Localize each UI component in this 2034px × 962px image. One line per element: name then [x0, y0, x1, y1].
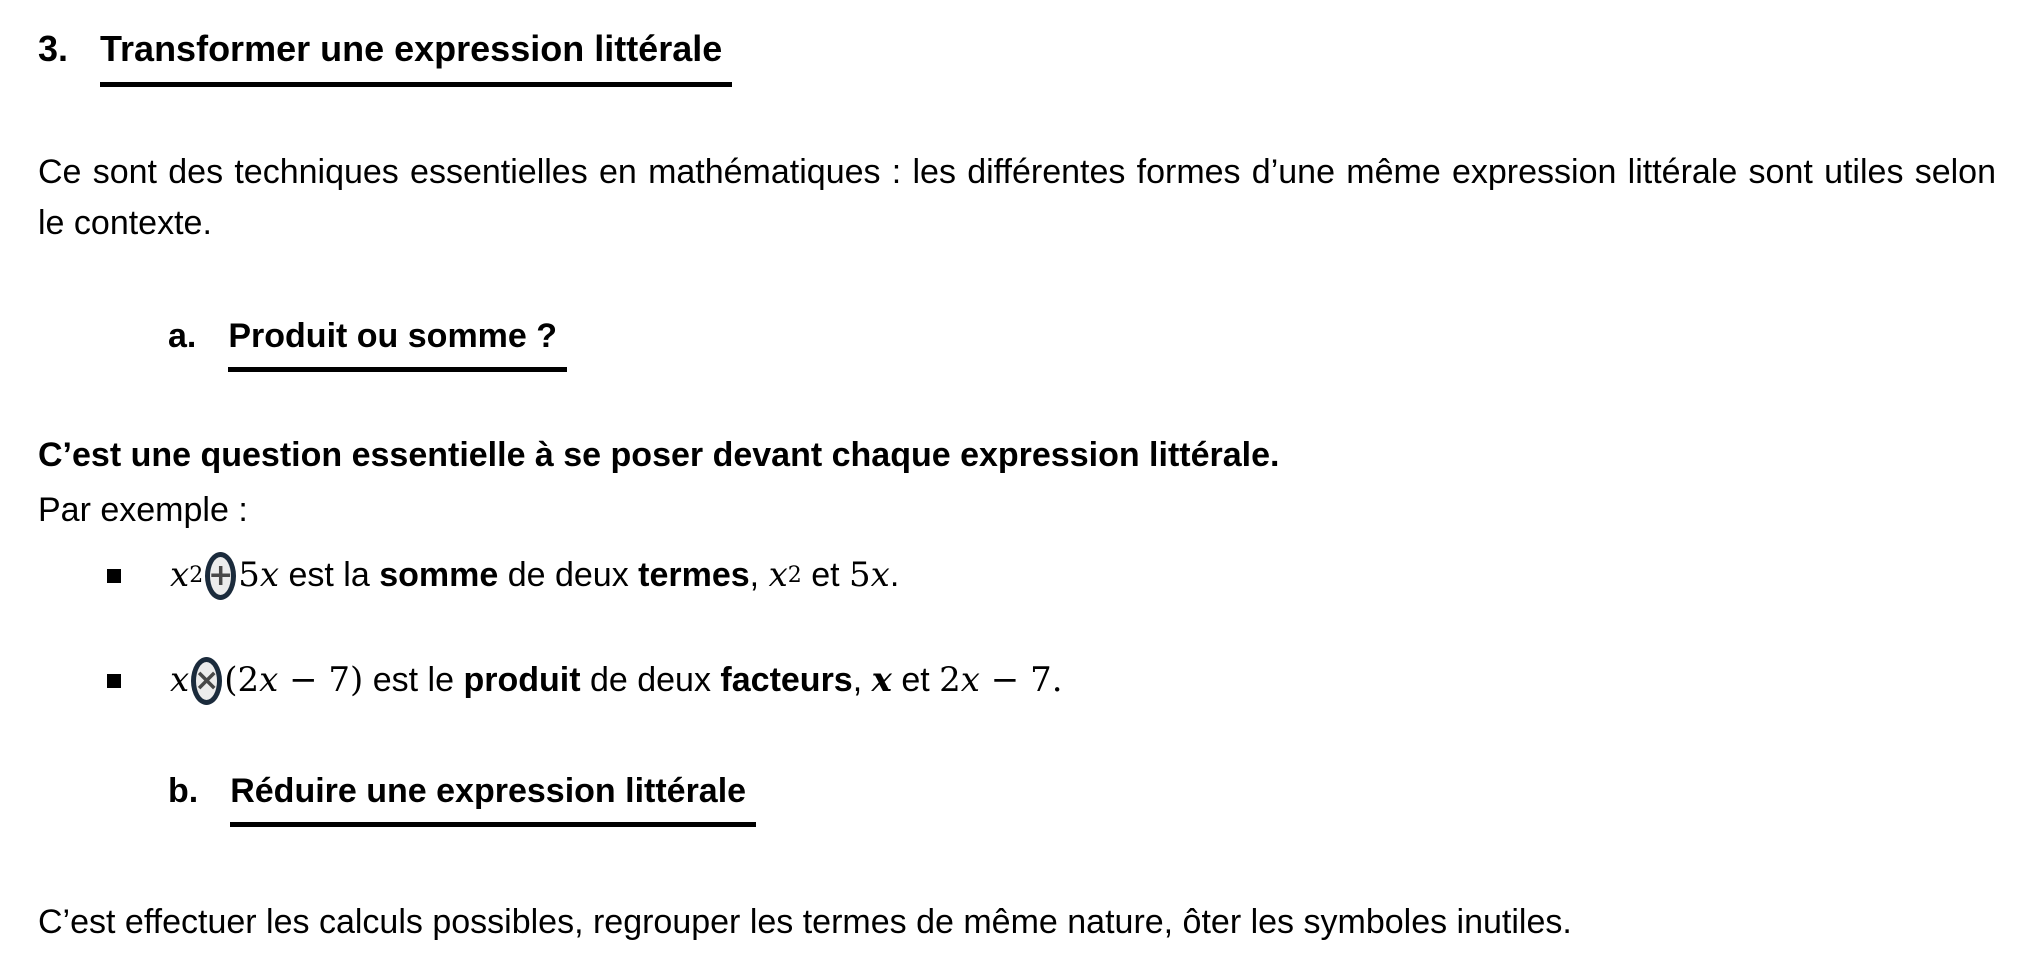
- text-segment: .: [889, 556, 900, 595]
- section-heading: [38, 22, 1996, 87]
- text-segment: ,: [852, 661, 872, 700]
- section-number: 3.: [38, 28, 69, 69]
- examples-intro: Par exemple :: [38, 491, 248, 530]
- emphasis-paragraph: [38, 428, 1996, 538]
- text-segment: facteurs: [720, 661, 853, 700]
- text-segment: et: [801, 556, 849, 595]
- emphasis-line: C’est une question essentielle à se poser devant chaque expression littérale.: [38, 436, 1280, 474]
- text-segment: 2: [939, 660, 961, 701]
- example-product-text: [170, 655, 1063, 706]
- text-segment: − 7.: [979, 660, 1063, 701]
- text-segment: et: [891, 661, 940, 700]
- subsection-a-letter: a.: [168, 317, 197, 355]
- text-segment: x: [259, 660, 279, 701]
- operator-glyph: +: [208, 557, 234, 593]
- text-segment: de deux: [580, 661, 721, 700]
- subsection-a-title: Produit ou somme ?: [228, 311, 567, 372]
- text-segment: x: [871, 660, 892, 701]
- square-bullet-icon: [107, 674, 121, 688]
- text-segment: somme: [379, 556, 499, 595]
- text-segment: est la: [279, 556, 380, 595]
- text-segment: x: [960, 660, 980, 701]
- text-segment: x: [170, 660, 190, 701]
- circled-times-icon: [191, 657, 222, 705]
- text-segment: x: [870, 555, 890, 596]
- text-segment: (2: [224, 660, 260, 701]
- text-segment: termes: [638, 556, 750, 595]
- text-segment: ,: [749, 556, 769, 595]
- circled-plus-icon: [205, 552, 236, 600]
- subsection-b-letter: b.: [168, 772, 199, 811]
- example-bullet-sum: [38, 550, 1996, 601]
- intro-paragraph: Ce sont des techniques essentielles en mathématiques : les différentes formes d’une même expression littérale sont utiles selon le contexte.: [38, 153, 1996, 242]
- section-title: Transformer une expression littérale: [100, 22, 732, 87]
- example-sum-text: x 2 + 5 x est la somme de deux termes , x 2 et 5 x .: [170, 550, 899, 601]
- text-segment: x: [170, 555, 190, 596]
- text-segment: − 7): [278, 660, 364, 701]
- operator-glyph: ×: [194, 662, 220, 698]
- closing-paragraph: C’est effectuer les calculs possibles, regrouper les termes de même nature, ôter les symboles inutiles.: [38, 903, 1572, 942]
- subsection-b-heading: [38, 766, 1996, 827]
- text-segment: 5: [849, 555, 871, 596]
- square-bullet-icon: [107, 569, 121, 583]
- text-segment: produit: [463, 661, 581, 700]
- example-bullet-product: [38, 655, 1996, 706]
- text-segment: 5: [238, 555, 260, 596]
- text-segment: x: [768, 555, 788, 596]
- text-segment: est le: [363, 661, 464, 700]
- text-segment: de deux: [498, 556, 639, 595]
- text-segment: x: [259, 555, 280, 596]
- subsection-b-title: Réduire une expression littérale: [230, 766, 756, 827]
- subsection-a-heading: [38, 311, 1996, 372]
